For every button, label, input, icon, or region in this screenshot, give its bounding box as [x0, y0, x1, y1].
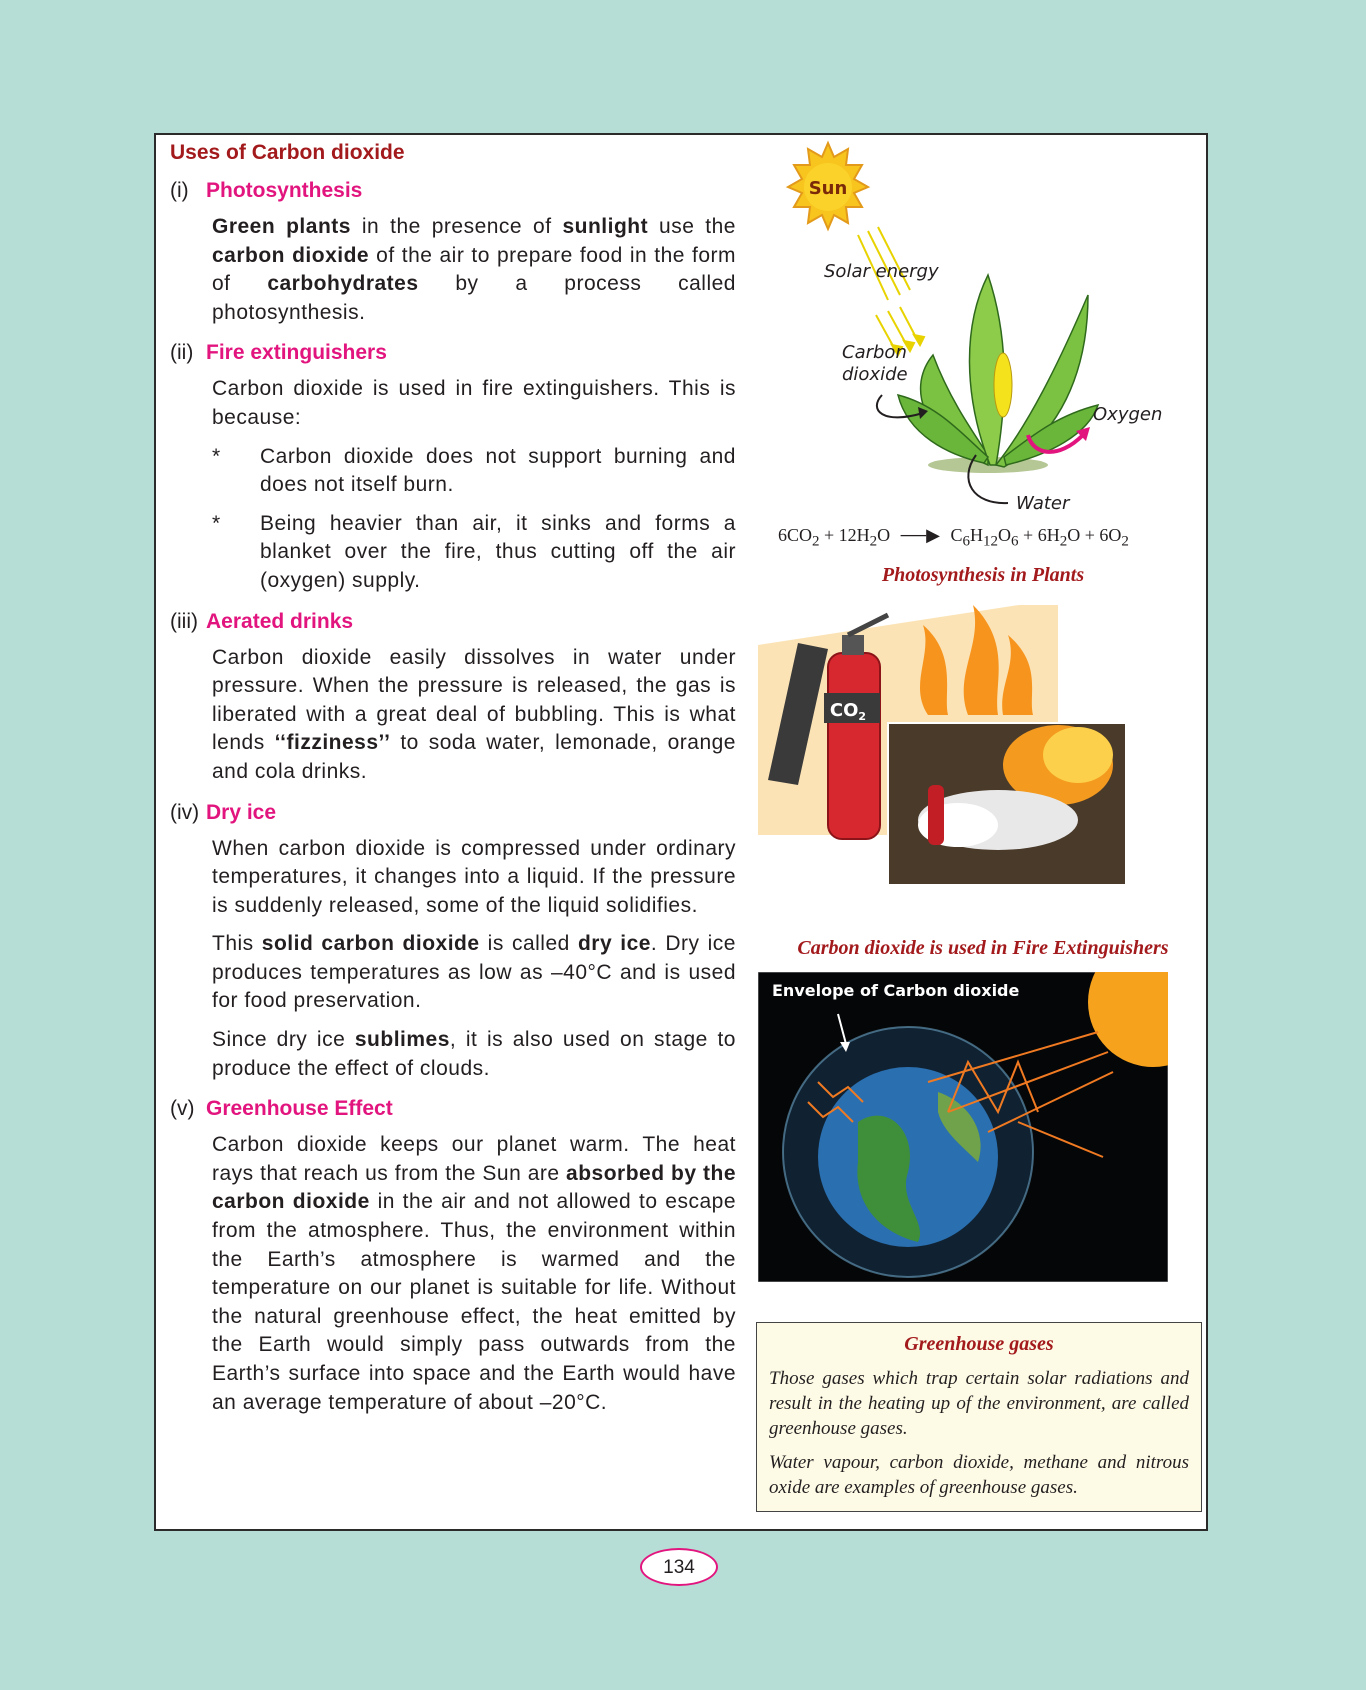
photosynthesis-caption: Photosynthesis in Plants — [881, 564, 1085, 586]
text-run: Carbon dioxide easily dissolves in water under pressure. When the pressure is released, the gas is liberated with a great deal of bubbling. This is what lends — [212, 645, 736, 755]
text-run: in the presence of — [350, 215, 563, 238]
text-run: Carbon dioxide keeps our planet warm. The heat rays that reach us from the Sun are — [212, 1133, 736, 1185]
text-run: use the — [648, 215, 736, 238]
sun-icon — [788, 143, 868, 229]
list-item-text: Carbon dioxide does not support burning and does not itself burn. — [260, 444, 736, 497]
dryice-paragraph-2 — [212, 930, 736, 1016]
eq-sub: 2 — [1121, 533, 1129, 550]
list-item — [212, 510, 736, 596]
section-fire-heading — [170, 341, 736, 365]
bullet-mark: * — [212, 511, 221, 535]
carbon-label-line2: dioxide — [842, 364, 908, 385]
text-run: by a process called photosynthesis. — [212, 272, 736, 324]
text-run: in the air and not allowed to escape from the atmosphere. Thus, the environment within the Earth’s atmosphere is warmed and the temperature on our planet is suitable for life. Without the natural greenhouse effect, the heat emitted by the Earth would simply pass outwards from the Earth’s surface into space and the Earth would have an average temperature of about –20°C. — [212, 1190, 736, 1414]
solar-energy-label: Solar energy — [824, 261, 939, 282]
photosynthesis-paragraph — [212, 213, 736, 327]
eq-term: O + 6O — [1067, 525, 1122, 545]
text-column — [170, 141, 736, 1427]
greenhouse-earth-figure — [758, 972, 1168, 1282]
photosynthesis-figure — [758, 135, 1208, 515]
text-run: Since dry ice — [212, 1028, 355, 1052]
sunray-lines — [858, 227, 924, 355]
co2-tank-label: $CO_2$ — [829, 700, 867, 723]
page-title: Uses of Carbon dioxide — [170, 141, 405, 164]
list-item-text: Being heavier than air, it sinks and forms a blanket over the fire, thus cutting off the air (oxygen) supply. — [260, 511, 736, 592]
eq-term: O — [998, 525, 1012, 545]
bold-text: carbohydrates — [267, 272, 419, 296]
eq-term: + 6H — [1018, 525, 1060, 545]
section-number: (iii) — [170, 609, 198, 633]
envelope-label: Envelope of Carbon dioxide — [772, 981, 1020, 1000]
water-label: Water — [1016, 493, 1070, 514]
fire-extinguisher-figure — [758, 605, 1208, 915]
eq-sub: 12 — [983, 533, 999, 550]
text-run: to soda water, lemonade, orange and cola drinks. — [212, 731, 736, 783]
eq-term: 6CO — [778, 525, 813, 545]
section-title: Fire extinguishers — [206, 341, 387, 365]
page-number: 134 — [640, 1548, 718, 1586]
section-aerated-heading — [170, 610, 736, 634]
section-dryice-heading — [170, 801, 736, 825]
dryice-paragraph-3 — [212, 1026, 736, 1083]
section-number: (ii) — [170, 341, 194, 365]
fire-caption: Carbon dioxide is used in Fire Extinguishers — [797, 937, 1169, 959]
text-run: is called — [479, 932, 578, 956]
text-run: , it is also used on stage to produce the effect of clouds. — [212, 1028, 736, 1080]
greenhouse-paragraph — [212, 1131, 736, 1417]
carbon-label-line1: Carbon — [842, 342, 907, 363]
bold-text: carbon dioxide — [212, 243, 370, 267]
page-content — [154, 133, 1208, 1531]
box-paragraph-2: Water vapour, carbon dioxide, methane and nitrous oxide are examples of greenhouse gases. — [769, 1452, 1189, 1498]
text-run: . Dry ice produces temperatures as low as –40°C and is used for food preservation. — [212, 932, 736, 1013]
aerated-paragraph — [212, 644, 736, 787]
section-title: Dry ice — [206, 800, 277, 824]
eq-term: O — [877, 525, 891, 545]
fire-photo — [888, 723, 1126, 885]
section-title: Aerated drinks — [206, 609, 354, 633]
bold-text: sublimes — [354, 1028, 450, 1052]
figure-column — [758, 135, 1208, 1529]
eq-term: C — [950, 525, 963, 545]
fire-paragraph: Carbon dioxide is used in fire extinguishers. This is because: — [212, 377, 736, 429]
list-item — [212, 443, 736, 500]
arrow-icon: ──▶ — [900, 525, 941, 545]
box-paragraph-1: Those gases which trap certain solar radiations and result in the heating up of the environment, are called greenhouse gases. — [769, 1368, 1189, 1439]
section-photosynthesis-heading — [170, 179, 736, 203]
eq-sub: 6 — [962, 533, 971, 550]
section-title: Greenhouse Effect — [206, 1097, 393, 1121]
eq-term: + 12H — [819, 525, 870, 545]
bold-text: dry ice — [577, 932, 651, 956]
eq-sub: 2 — [869, 533, 878, 550]
sun-label: Sun — [808, 178, 848, 199]
section-greenhouse-heading — [170, 1097, 736, 1121]
bold-text: solid carbon dioxide — [261, 932, 480, 956]
oxygen-label: Oxygen — [1093, 404, 1163, 425]
bullet-mark: * — [212, 444, 221, 468]
photosynthesis-equation — [778, 525, 1178, 551]
section-title: Photosynthesis — [206, 179, 363, 202]
text-run: This — [212, 932, 262, 956]
bold-text: sunlight — [562, 215, 649, 238]
eq-sub: 2 — [1059, 533, 1068, 550]
eq-sub: 6 — [1011, 533, 1019, 550]
section-number: (v) — [170, 1097, 195, 1121]
bold-text: Green plants — [212, 215, 351, 238]
plant-icon — [898, 275, 1098, 473]
section-number: (i) — [170, 179, 189, 202]
greenhouse-gases-box — [756, 1322, 1202, 1512]
section-number: (iv) — [170, 800, 200, 824]
dryice-paragraph-1: When carbon dioxide is compressed under ordinary temperatures, it changes into a liquid. If the pressure is suddenly released, some of the liquid solidifies. — [212, 836, 736, 917]
eq-term: H — [970, 525, 984, 545]
text-run: of the air to prepare food in the form of — [212, 243, 736, 296]
bold-text: absorbed by the carbon dioxide — [212, 1161, 737, 1214]
box-title: Greenhouse gases — [904, 1333, 1054, 1355]
eq-sub: 2 — [812, 533, 820, 550]
bold-text: ‘‘fizziness’’ — [274, 731, 391, 755]
